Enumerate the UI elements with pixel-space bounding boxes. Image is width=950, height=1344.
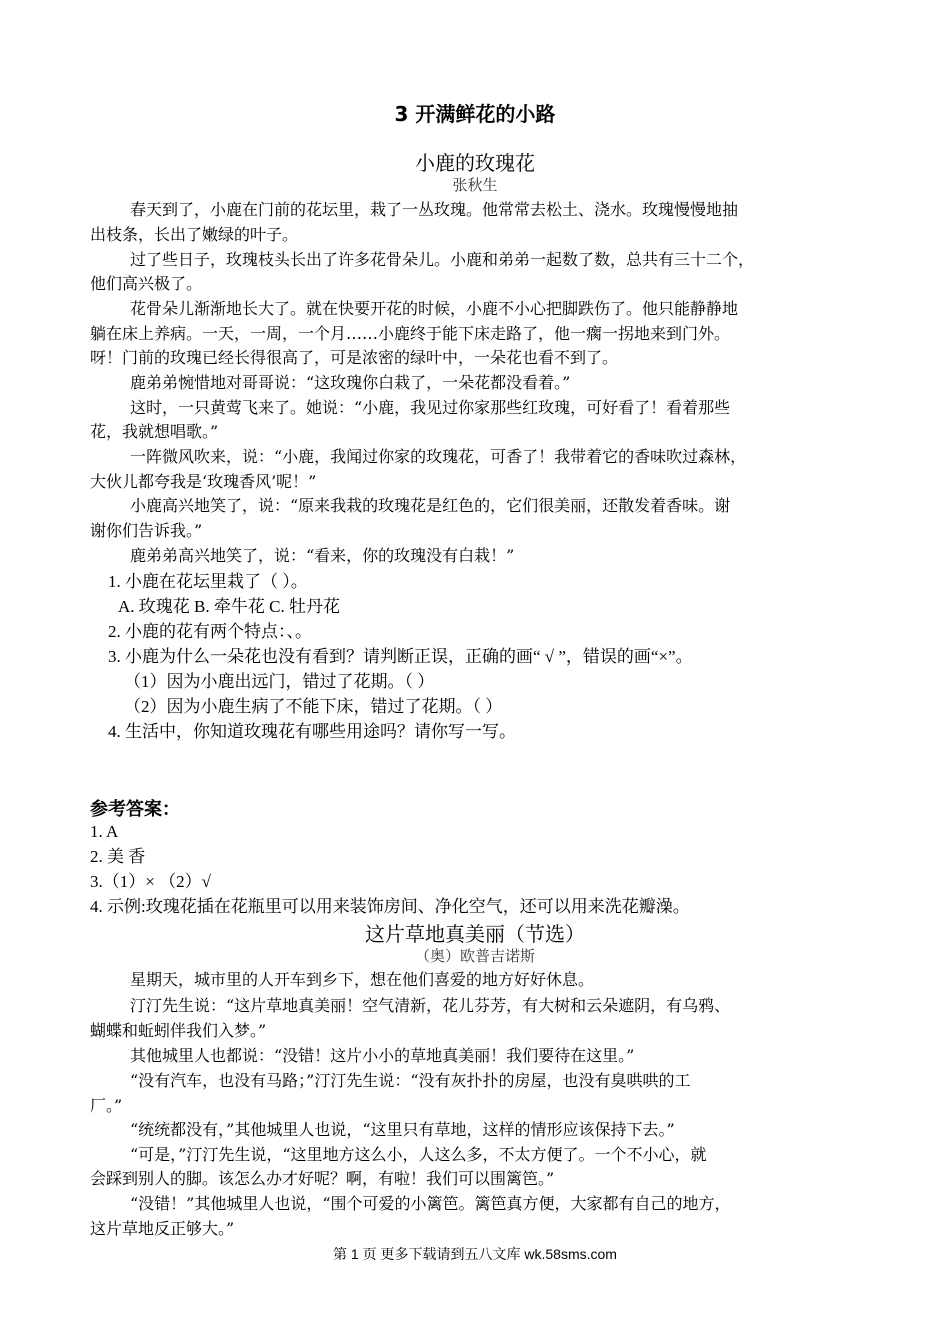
story1-line: 过了些日子，玫瑰枝头长出了许多花骨朵儿。小鹿和弟弟一起数了数，总共有三十二个， bbox=[130, 250, 755, 269]
story1-line: 大伙儿都夸我是‘玫瑰香风’呢！” bbox=[90, 472, 317, 491]
story1-line: 躺在床上养病。一天，一周，一个月……小鹿终于能下床走路了，他一瘸一拐地来到门外。 bbox=[90, 324, 731, 343]
story1-author: 张秋生 bbox=[452, 176, 498, 194]
story2-line: “可是，”汀汀先生说，“这里地方这么小，人这么多，不太方便了。一个不小心，就 bbox=[130, 1145, 707, 1164]
story1-line: 花，我就想唱歌。” bbox=[90, 422, 219, 441]
question-2: 2. 小鹿的花有两个特点：、。 bbox=[108, 622, 312, 641]
story1-line: 这时，一只黄莺飞来了。她说：“小鹿，我见过你家那些红玫瑰，可好看了！看着那些 bbox=[130, 398, 731, 417]
story2-line: 蝴蝶和蚯蚓伴我们入梦。” bbox=[90, 1021, 267, 1040]
story2-line: 星期天，城市里的人开车到乡下，想在他们喜爱的地方好好休息。 bbox=[130, 970, 595, 989]
story2-title: 这片草地真美丽（节选） bbox=[365, 922, 585, 946]
question-1: 1. 小鹿在花坛里栽了（ ）。 bbox=[108, 572, 308, 591]
answer-item: 3.（1）× （2）√ bbox=[90, 872, 211, 891]
question-4: 4. 生活中，你知道玫瑰花有哪些用途吗？请你写一写。 bbox=[108, 722, 516, 741]
answer-item: 1. A bbox=[90, 822, 119, 841]
chapter-title: 3 开满鲜花的小路 bbox=[394, 102, 556, 126]
story2-line: 其他城里人也都说：“没错！这片小小的草地真美丽！我们要待在这里。” bbox=[130, 1046, 635, 1065]
story2-line: “没有汽车，也没有马路；”汀汀先生说：“没有灰扑扑的房屋，也没有臭哄哄的工 bbox=[130, 1071, 691, 1090]
story2-line: 这片草地反正够大。” bbox=[90, 1219, 235, 1238]
story2-line: 厂。” bbox=[90, 1096, 123, 1115]
answer-item: 4. 示例:玫瑰花插在花瓶里可以用来装饰房间、净化空气，还可以用来洗花瓣澡。 bbox=[90, 897, 690, 916]
question-3-item-1: （1）因为小鹿出远门，错过了花期。（ ） bbox=[124, 672, 435, 691]
story1-line: 春天到了，小鹿在门前的花坛里，栽了一丛玫瑰。他常常去松土、浇水。玫瑰慢慢地抽 bbox=[130, 200, 739, 219]
story2-line: 会踩到别人的脚。该怎么办才好呢？啊，有啦！我们可以围篱笆。” bbox=[90, 1169, 555, 1188]
story2-author: （奥）欧普吉诺斯 bbox=[414, 947, 535, 965]
story1-line: 他们高兴极了。 bbox=[90, 274, 203, 293]
question-3-item-2: （2）因为小鹿生病了不能下床，错过了花期。（ ） bbox=[124, 697, 503, 716]
story1-line: 谢你们告诉我。” bbox=[90, 521, 203, 540]
question-3: 3. 小鹿为什么一朵花也没有看到？请判断正误，正确的画“ √ ”，错误的画“×”。 bbox=[108, 647, 693, 666]
story1-line: 鹿弟弟惋惜地对哥哥说：“这玫瑰你白栽了，一朵花都没看着。” bbox=[130, 373, 571, 392]
answers-title: 参考答案： bbox=[90, 799, 180, 820]
story1-line: 一阵微风吹来，说：“小鹿，我闻过你家的玫瑰花，可香了！我带着它的香味吹过森林， bbox=[130, 447, 747, 466]
story2-line: “统统都没有，”其他城里人也说，“这里只有草地，这样的情形应该保持下去。” bbox=[130, 1120, 675, 1139]
answer-item: 2. 美 香 bbox=[90, 847, 146, 866]
story1-line: 呀！门前的玫瑰已经长得很高了，可是浓密的绿叶中，一朵花也看不到了。 bbox=[90, 348, 619, 367]
story1-line: 小鹿高兴地笑了，说：“原来我栽的玫瑰花是红色的，它们很美丽，还散发着香味。谢 bbox=[130, 496, 731, 515]
question-1-options: A. 玫瑰花 B. 牵牛花 C. 牡丹花 bbox=[118, 597, 340, 616]
story2-line: “没错！”其他城里人也说，“围个可爱的小篱笆。篱笆真方便，大家都有自己的地方， bbox=[130, 1194, 731, 1213]
story2-line: 汀汀先生说：“这片草地真美丽！空气清新，花儿芬芳，有大树和云朵遮阴，有乌鸦、 bbox=[130, 996, 731, 1015]
story1-line: 出枝条，长出了嫩绿的叶子。 bbox=[90, 225, 299, 244]
page-footer: 第 1 页 更多下载请到五八文库 wk.58sms.com bbox=[333, 1246, 617, 1262]
story1-title: 小鹿的玫瑰花 bbox=[415, 151, 535, 175]
story1-line: 鹿弟弟高兴地笑了，说：“看来，你的玫瑰没有白栽！” bbox=[130, 546, 515, 565]
story1-line: 花骨朵儿渐渐地长大了。就在快要开花的时候，小鹿不小心把脚跌伤了。他只能静静地 bbox=[130, 299, 739, 318]
